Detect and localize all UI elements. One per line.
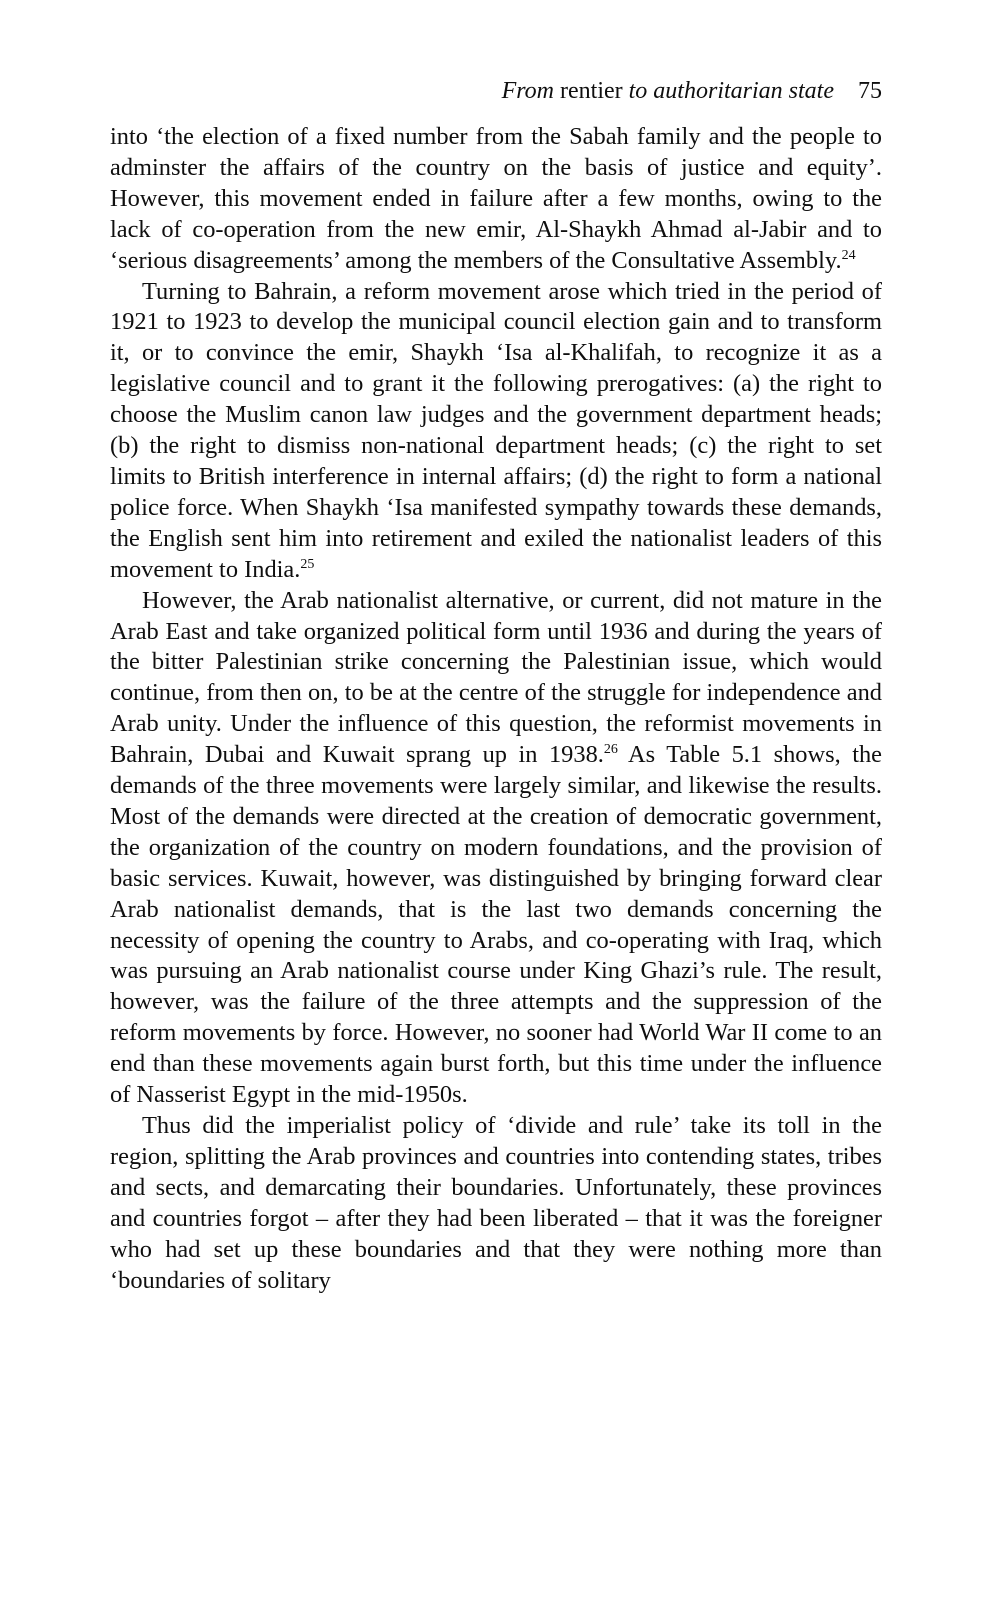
paragraph-3-text-after-note: As Table 5.1 shows, the demands of the three movements were largely similar, and likewise the results. Most of the demands were directed at the creation of democratic government, the organization of the country on modern foundations, and the provision of basic services. Kuwait, however, was distinguished by bringing forward clear Arab nationalist demands, that is the last two demands concerning the necessity of opening the country to Arabs, and co-operating with Iraq, which was pursuing an Arab nationalist course under King Ghazi’s rule. The result, however, was the failure of the three attempts and the suppression of the reform movements by force. However, no sooner had World War II come to an end than these movements again burst forth, but this time under the influence of Nasserist Egypt in the mid-1950s.	[110, 741, 883, 1109]
body-text	[110, 122, 882, 1296]
paragraph-2	[110, 277, 882, 586]
footnote-ref-24[interactable]: 24	[841, 247, 856, 263]
paragraph-3	[110, 586, 882, 1111]
running-head-title-part1: From	[501, 78, 555, 104]
paragraph-4	[110, 1111, 882, 1296]
paragraph-1-text: into ‘the election of a fixed number from the Sabah family and the people to adminster the affairs of the country on the basis of justice and equity’. However, this movement ended in failure after a few months, owing to the lack of co-operation from the new emir, Al-Shaykh Ahmad al-Jabir and to ‘serious disagreements’ among the members of the Consultative Assembly.	[110, 123, 882, 274]
page-number: 75	[858, 78, 882, 104]
running-head	[110, 76, 882, 106]
paragraph-4-text: Thus did the imperialist policy of ‘divide and rule’ take its toll in the region, splitting the Arab provinces and countries into contending states, tribes and sects, and demarcating their boundaries. Unfortunately, these provinces and countries forgot – after they had been liberated – that it was the foreigner who had set up these boundaries and that they were nothing more than ‘boundaries of solitary	[110, 1112, 882, 1294]
paragraph-3-text-before-note: However, the Arab nationalist alternative, or current, did not mature in the Arab East and take organized political form until 1936 and during the years of the bitter Palestinian strike concerning the Palestinian issue, which would continue, from then on, to be at the centre of the struggle for independence and Arab unity. Under the influence of this question, the reformist movements in Bahrain, Dubai and Kuwait sprang up in 1938.	[110, 586, 882, 769]
paragraph-2-text: Turning to Bahrain, a reform movement arose which tried in the period of 1921 to 1923 to develop the municipal council election gain and to transform it, or to convince the emir, Shaykh ‘Isa al-Khalifah, to recognize it as a legislative council and to grant it the following prerogatives: (a) the right to choose the Muslim canon law judges and the government department heads; (b) the right to dismiss non-national department heads; (c) the right to set limits to British interference in internal affairs; (d) the right to form a national police force. When Shaykh ‘Isa manifested sympathy towards these demands, the English sent him into retirement and exiled the nationalist leaders of this movement to India.	[110, 277, 882, 583]
paragraph-1	[110, 122, 882, 277]
running-head-title-part2: rentier	[560, 78, 623, 104]
footnote-ref-26[interactable]: 26	[603, 742, 618, 758]
footnote-ref-25[interactable]: 25	[300, 556, 315, 572]
running-head-title-part3: to authoritarian state	[628, 78, 834, 104]
